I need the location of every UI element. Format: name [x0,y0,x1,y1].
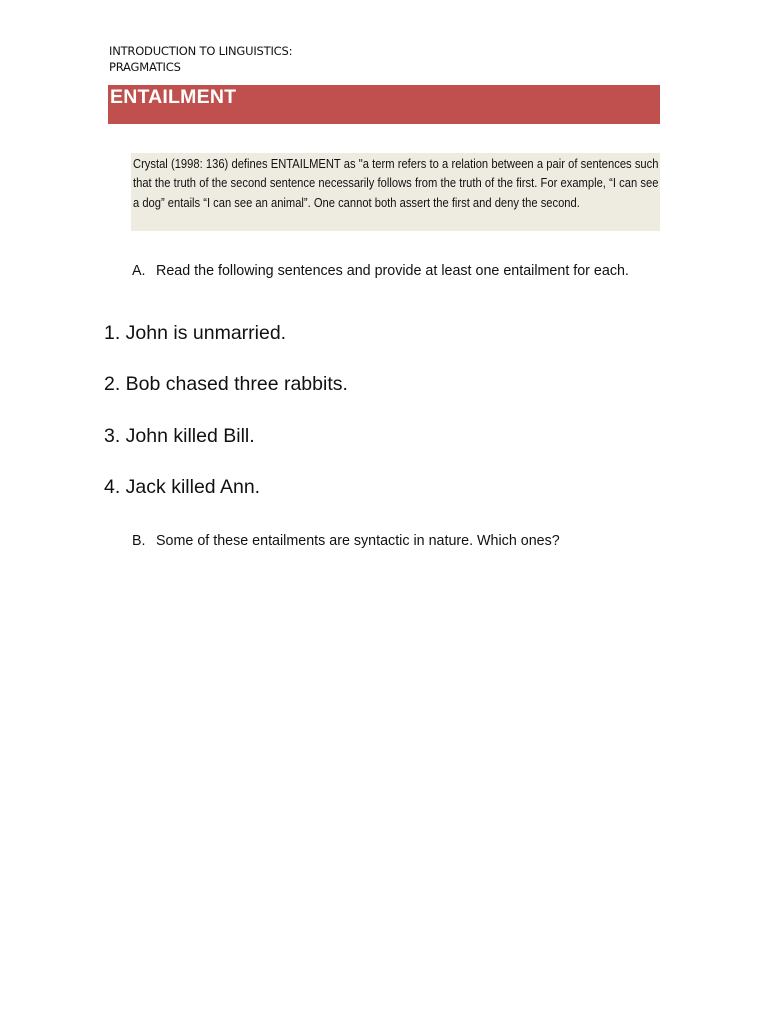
question-b [132,532,658,552]
question-b-marker: B. [132,533,146,549]
question-a-marker: A. [132,263,146,279]
course-title-line-2: PRAGMATICS [109,60,181,74]
section-title: ENTAILMENT [110,86,237,108]
section-title-bar [108,85,660,124]
course-header [109,43,509,75]
sentence-list [104,319,644,524]
list-item: 2. Bob chased three rabbits. [104,373,348,396]
list-item: 4. Jack killed Ann. [104,475,261,498]
list-item: 3. John killed Bill. [104,424,255,447]
list-item: 1. John is unmarried. [104,322,287,344]
definition-box [131,153,660,231]
question-a-text: Read the following sentences and provide at least one entailment for each. [156,263,629,279]
course-title-line-1: INTRODUCTION TO LINGUISTICS: [109,44,293,58]
question-a [132,262,658,302]
question-b-text: Some of these entailments are syntactic in nature. Which ones? [156,533,560,549]
definition-text: Crystal (1998: 136) defines ENTAILMENT as "a term refers to a relation between a pair of sentences such that the truth of the second sentence necessarily follows from the truth of the first. For example, “I can see a dog” entails “I can see an animal”. One cannot both assert the first and deny the second. [133,156,659,210]
